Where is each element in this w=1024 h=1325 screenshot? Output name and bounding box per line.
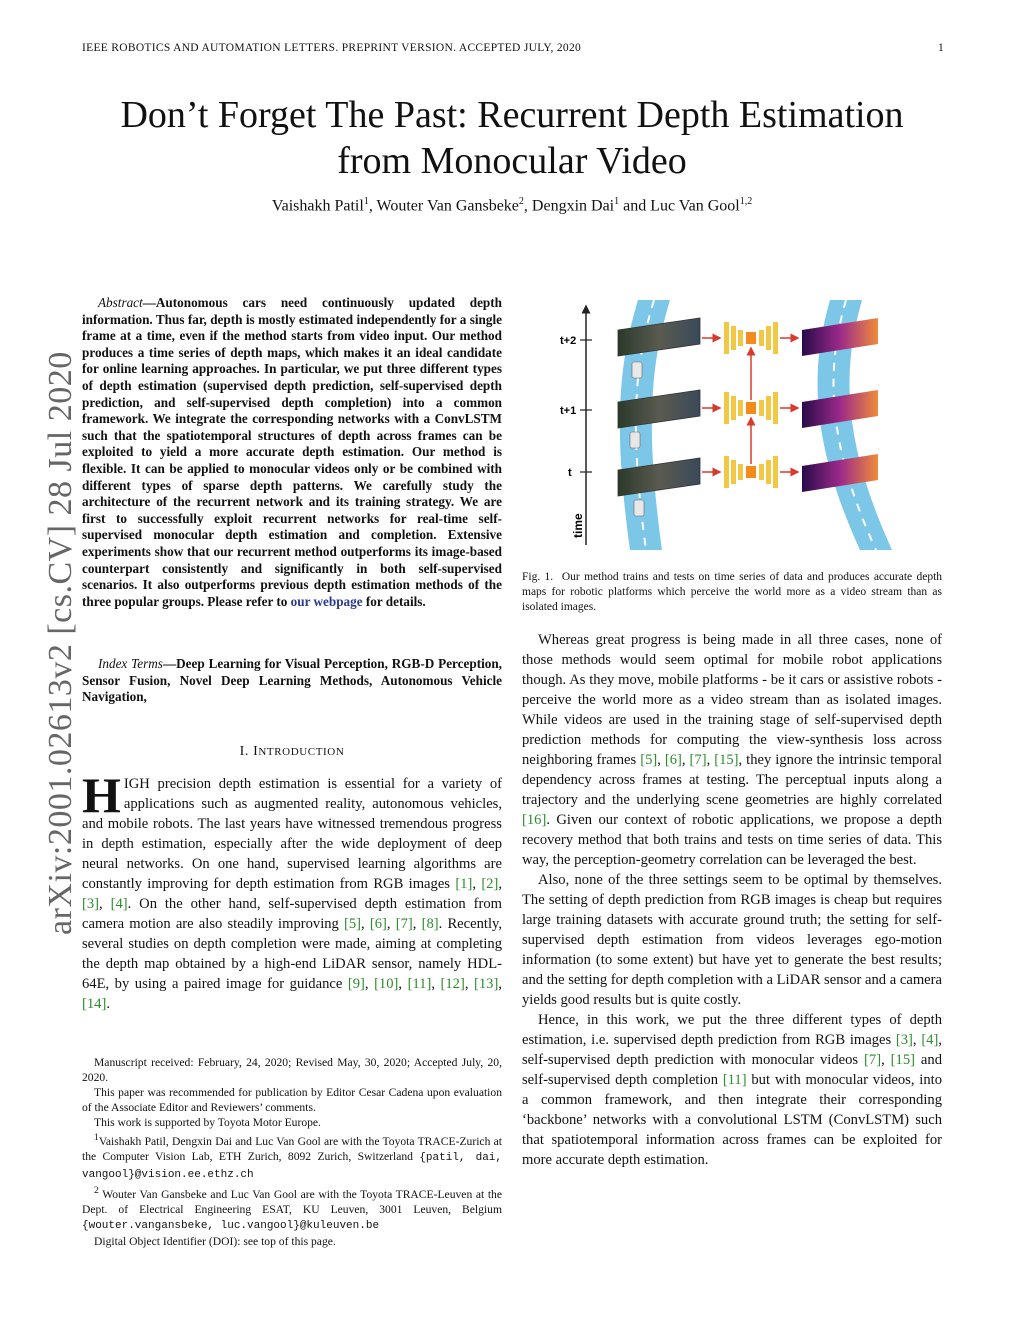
author-4: Luc Van Gool bbox=[650, 197, 740, 215]
cite-sep: , bbox=[912, 1032, 922, 1048]
abstract-body: Autonomous cars need continuously updated depth information. Thus far, depth is mostly estimated independently for a single frame at a time, even if the method starts from video input. Our method produces a time series of depth maps, which makes it an ideal candidate for online learning approaches. In particular, we put three different types of depth estimation (supervised depth prediction, self-supervised depth prediction, and self-supervised depth completion) into a common framework. We integrate the corresponding networks with a ConvLSTM such that the spatiotemporal structures of depth across frames can be exploited to yield a more accurate depth estimation. Our method is flexible. It can be applied to monocular videos only or be combined with different types of sparse depth patterns. We carefully study the architecture of the recurrent network and its training strategy. We are first to successfully exploit recurrent networks for real-time self-supervised monocular depth estimation and completion. Extensive experiments show that our recurrent method outperforms its image-based counterpart consistently and significantly in both self-supervised scenarios. It also outperforms previous depth estimation methods of the three popular groups. Please refer to bbox=[82, 295, 502, 609]
cite-sep: , bbox=[498, 876, 502, 892]
index-terms bbox=[82, 656, 502, 706]
right-column-body bbox=[522, 630, 942, 1170]
label-t: t bbox=[568, 467, 572, 479]
cite-sep: , bbox=[472, 876, 482, 892]
intro-text: . Recently, several studies on depth completion were made, aiming at completing the depth map obtained by a high-end LiDAR sensor, namely HDL-64E, by using a paired image for guidance bbox=[82, 916, 503, 992]
citation[interactable]: [2] bbox=[481, 876, 499, 892]
author-sep: , bbox=[523, 197, 532, 215]
intro-first-word: IGH bbox=[123, 776, 150, 792]
body-text: , self-supervised depth prediction with monocular videos bbox=[522, 1032, 942, 1068]
index-terms-body: Deep Learning for Visual Perception, RGB-D Perception, Sensor Fusion, Novel Deep Learning Methods, Autonomous Vehicle Navigation, bbox=[82, 656, 502, 705]
footnotes bbox=[82, 1055, 502, 1249]
index-terms-label: Index Terms bbox=[98, 656, 163, 671]
citation[interactable]: [6] bbox=[369, 916, 387, 932]
footnote-affiliation-2 bbox=[82, 1183, 502, 1234]
citation[interactable]: [4] bbox=[921, 1032, 939, 1048]
webpage-link[interactable]: our webpage bbox=[290, 593, 363, 609]
citation[interactable]: [13] bbox=[474, 976, 499, 992]
author-sep: and bbox=[619, 197, 651, 215]
citation[interactable]: [7] bbox=[864, 1052, 882, 1068]
body-text: Hence, in this work, we put the three different types of depth estimation, i.e. supervised depth prediction from RGB images bbox=[522, 1012, 942, 1048]
author-list bbox=[60, 196, 964, 215]
cite-sep: , bbox=[657, 752, 665, 768]
footnote-marker: 1 bbox=[94, 1132, 99, 1143]
cite-sep: , bbox=[361, 916, 370, 932]
cite-sep: , bbox=[464, 976, 475, 992]
citation[interactable]: [12] bbox=[440, 976, 465, 992]
label-t1: t+1 bbox=[560, 405, 577, 417]
author-3: Dengxin Dai bbox=[531, 197, 615, 215]
cite-sep: , bbox=[398, 976, 408, 992]
footnote-marker: 2 bbox=[94, 1184, 99, 1196]
footnote-editor: This paper was recommended for publication by Editor Cesar Cadena upon evaluation of the Associate Editor and Reviewers’ comments. bbox=[82, 1086, 502, 1114]
page-number: 1 bbox=[937, 42, 944, 54]
intro-text: . bbox=[106, 996, 110, 1012]
paragraph-3 bbox=[522, 1010, 942, 1170]
body-text: . Given our context of robotic applications, we propose a depth recovery method that both trains and tests on time series of data. This way, the perception-geometry correlation can be leveraged the best. bbox=[522, 812, 942, 868]
abstract bbox=[82, 295, 502, 610]
cite-sep: , bbox=[431, 976, 441, 992]
citation[interactable]: [7] bbox=[689, 752, 707, 768]
body-text: and self-supervised depth completion bbox=[522, 1052, 942, 1088]
cite-sep: , bbox=[412, 916, 422, 932]
running-header bbox=[82, 42, 944, 54]
section-heading-introduction bbox=[82, 744, 502, 760]
section-first-letter: I bbox=[253, 744, 259, 759]
citation[interactable]: [6] bbox=[664, 752, 682, 768]
label-time: time bbox=[571, 513, 585, 538]
citation[interactable]: [16] bbox=[522, 812, 547, 828]
email-eth: {patil, dai, vangool}@vision.ee.ethz.ch bbox=[82, 1151, 502, 1181]
cite-sep: , bbox=[706, 752, 715, 768]
label-t2: t+2 bbox=[560, 335, 577, 347]
author-2-affil: 2 bbox=[518, 196, 524, 207]
intro-text: . On the other hand, self-supervised depth estimation from camera motion are also steadily improving bbox=[82, 896, 502, 932]
footnote-text: Vaishakh Patil, Dengxin Dai and Luc Van Gool are with the Toyota TRACE-Zurich at the Computer Vision Lab, ETH Zurich, 8092 Zurich, Switzerland bbox=[82, 1134, 502, 1163]
citation[interactable]: [3] bbox=[82, 896, 100, 912]
citation[interactable]: [15] bbox=[890, 1052, 915, 1068]
author-4-affil: 1,2 bbox=[739, 196, 753, 207]
citation[interactable]: [14] bbox=[82, 996, 107, 1012]
cite-sep: , bbox=[881, 1052, 891, 1068]
rgb-frame-t2 bbox=[618, 318, 700, 356]
author-sep: , bbox=[368, 197, 377, 215]
title-line-1: Don’t Forget The Past: Recurrent Depth Estimation bbox=[120, 94, 904, 136]
abstract-tail: for details. bbox=[362, 593, 426, 609]
author-1-affil: 1 bbox=[363, 196, 369, 207]
body-text: but with monocular videos, into a common framework, and then integrate their corresponding ‘backbone’ networks with a convolutional LSTM (ConvLSTM) such that spatiotemporal information across frames can be exploited for more accurate depth estimation. bbox=[522, 1072, 943, 1168]
footnote-manuscript: Manuscript received: February, 24, 2020; Revised May, 30, 2020; Accepted July, 20, 2020. bbox=[82, 1056, 502, 1084]
citation[interactable]: [3] bbox=[895, 1032, 913, 1048]
cite-sep: , bbox=[681, 752, 690, 768]
footnote-text: Wouter Van Gansbeke and Luc Van Gool are with the Toyota TRACE-Leuven at the Dept. of Electrical Engineering ESAT, KU Leuven, 3001 Leuven, Belgium bbox=[82, 1187, 502, 1216]
intro-text: precision depth estimation is essential for a variety of applications such as augmented reality, autonomous vehicles, and mobile robots. The last years have witnessed tremendous progress in depth estimation, especially after the wide deployment of deep neural networks. On one hand, supervised learning algorithms are constantly improving for depth estimation from RGB images bbox=[82, 776, 502, 892]
arxiv-stamp: arXiv:2001.02613v2 [cs.CV] 28 Jul 2020 bbox=[42, 351, 79, 935]
citation[interactable]: [11] bbox=[407, 976, 432, 992]
author-1: Vaishakh Patil bbox=[271, 197, 364, 215]
section-numeral: I. bbox=[239, 744, 254, 759]
abstract-dash: — bbox=[142, 295, 156, 310]
caption-text: Our method trains and tests on time series of data and produces accurate depth maps for robotic platforms which perceive the world more as a video stream than as isolated images. bbox=[522, 571, 943, 613]
citation[interactable]: [5] bbox=[640, 752, 658, 768]
cite-sep: , bbox=[364, 976, 375, 992]
paragraph-2: Also, none of the three settings seem to be optimal by themselves. The setting of depth prediction from RGB images is cheap but requires large training datasets with accurate ground truth; the setting for self-supervised depth estimation from videos leverages ego-motion information (to some extent) but have yet to generate the best results; and the setting for depth completion with a LiDAR sensor and a camera yields good results but is quite costly. bbox=[522, 872, 942, 1008]
paper-title bbox=[60, 92, 964, 184]
author-3-affil: 1 bbox=[614, 196, 620, 207]
car-icon bbox=[632, 362, 642, 378]
footnote-doi: Digital Object Identifier (DOI): see top of this page. bbox=[94, 1234, 336, 1248]
title-line-2: from Monocular Video bbox=[337, 140, 687, 182]
author-2: Wouter Van Gansbeke bbox=[376, 197, 519, 215]
body-text: Whereas great progress is being made in all three cases, none of those methods would seem optimal for mobile robot applications though. As they move, mobile platforms - be it cars or assistive robots - perceive the world more as a video stream than as isolated images. While videos are used in the training stage of self-supervised depth prediction methods for computing the view-synthesis loss across neighboring frames bbox=[522, 632, 942, 768]
citation[interactable]: [1] bbox=[455, 876, 473, 892]
citation[interactable]: [4] bbox=[110, 896, 128, 912]
index-terms-dash: — bbox=[162, 656, 177, 671]
cite-sep: , bbox=[99, 896, 111, 912]
running-title: IEEE ROBOTICS AND AUTOMATION LETTERS. PREPRINT VERSION. ACCEPTED JULY, 2020 bbox=[82, 42, 582, 54]
abstract-label: Abstract bbox=[98, 295, 143, 310]
drop-cap: H bbox=[82, 767, 121, 823]
section-title-rest: NTRODUCTION bbox=[258, 746, 345, 758]
citation[interactable]: [10] bbox=[374, 976, 399, 992]
email-kuleuven: {wouter.vangansbeke, luc.vangool}@kuleuven.be bbox=[82, 1219, 380, 1232]
paragraph-1 bbox=[522, 630, 942, 870]
introduction-paragraph bbox=[82, 767, 503, 1014]
car-icon bbox=[634, 500, 644, 516]
citation[interactable]: [7] bbox=[395, 916, 413, 932]
figure-1-caption bbox=[522, 570, 942, 615]
citation[interactable]: [15] bbox=[714, 752, 739, 768]
cite-sep: , bbox=[498, 976, 502, 992]
footnote-funding: This work is supported by Toyota Motor Europe. bbox=[94, 1116, 321, 1129]
citation[interactable]: [9] bbox=[347, 976, 365, 992]
figure-1-diagram bbox=[560, 300, 920, 550]
citation[interactable]: [11] bbox=[722, 1072, 747, 1088]
cite-sep: , bbox=[386, 916, 396, 932]
body-text: , they ignore the intrinsic temporal dependency across frames at testing. The perceptual inputs along a trajectory and the underlying scene geometries are highly correlated bbox=[522, 752, 943, 808]
figure-1 bbox=[560, 300, 920, 550]
car-icon bbox=[630, 432, 640, 448]
caption-label: Fig. 1. bbox=[522, 571, 554, 583]
citation[interactable]: [8] bbox=[421, 916, 439, 932]
footnote-affiliation-1 bbox=[82, 1130, 502, 1183]
citation[interactable]: [5] bbox=[344, 916, 362, 932]
